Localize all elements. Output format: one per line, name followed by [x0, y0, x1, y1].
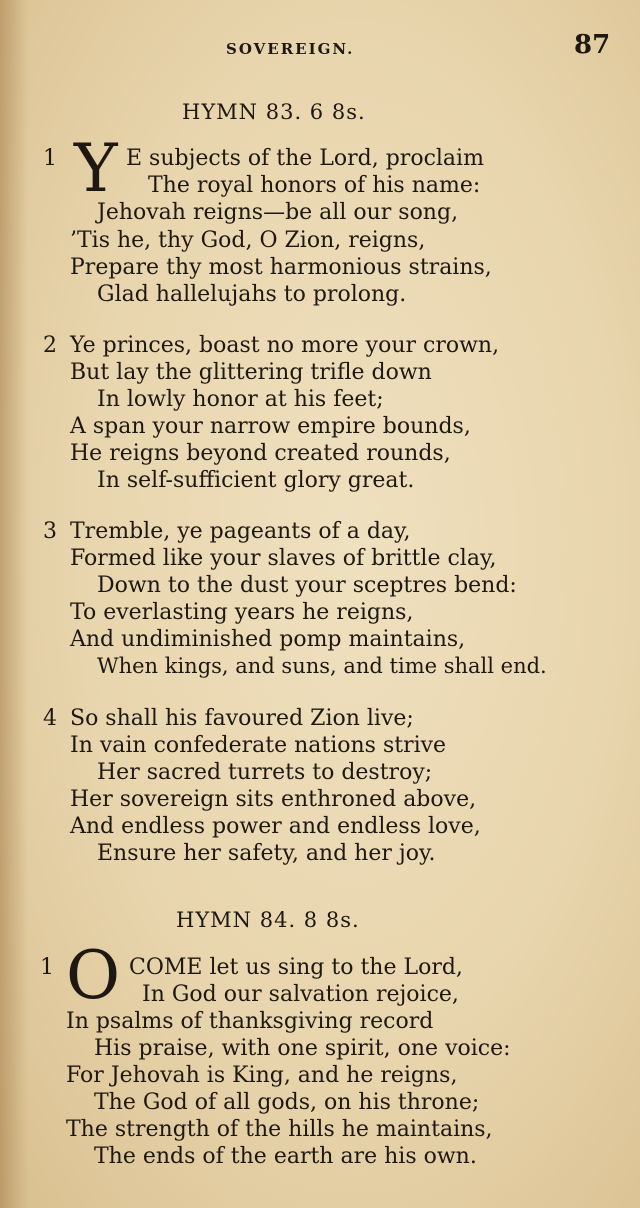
verse-line: Her sovereign sits enthroned above,	[70, 787, 477, 812]
verse-line: Down to the dust your sceptres bend:	[97, 573, 517, 598]
verse-line: So shall his favoured Zion live;	[70, 706, 414, 731]
verse-line: To everlasting years he reigns,	[70, 600, 414, 625]
verse-line: The ends of the earth are his own.	[94, 1144, 477, 1169]
drop-cap: O	[66, 937, 121, 1014]
hymn-83-title: HYMN 83. 6 8s.	[182, 100, 366, 124]
verse-line: The royal honors of his name:	[148, 173, 481, 198]
stanza-number: 1	[43, 146, 57, 171]
verse-line: Ensure her safety, and her joy.	[97, 841, 436, 866]
verse-line: When kings, and suns, and time shall end.	[97, 654, 547, 678]
verse-line: The strength of the hills he maintains,	[66, 1117, 493, 1142]
verse-line: In lowly honor at his feet;	[97, 387, 384, 412]
verse-line: But lay the glittering trifle down	[70, 360, 432, 385]
verse-line: And endless power and endless love,	[70, 814, 481, 839]
page-number: 87	[574, 30, 611, 60]
verse-line: Prepare thy most harmonious strains,	[70, 255, 492, 280]
verse-line: In vain confederate nations strive	[70, 733, 447, 758]
verse-line: In self-sufficient glory great.	[97, 468, 415, 493]
stanza-number: 2	[43, 333, 57, 358]
hymn-84-title: HYMN 84. 8 8s.	[176, 908, 360, 932]
verse-line: ’Tis he, thy God, O Zion, reigns,	[70, 228, 426, 253]
verse-line: A span your narrow empire bounds,	[70, 414, 471, 439]
verse-line: He reigns beyond created rounds,	[70, 441, 451, 466]
verse-line: Formed like your slaves of brittle clay,	[70, 546, 497, 571]
stanza-number: 1	[40, 955, 54, 980]
verse-line: Ye princes, boast no more your crown,	[70, 333, 500, 358]
verse-line: E subjects of the Lord, proclaim	[126, 146, 484, 171]
page-edge-shadow	[0, 0, 28, 1208]
verse-line: In God our salvation rejoice,	[142, 982, 459, 1007]
verse-line: Her sacred turrets to destroy;	[97, 760, 433, 785]
stanza-number: 3	[43, 519, 57, 544]
verse-line: Jehovah reigns—be all our song,	[97, 200, 459, 225]
verse-line: In psalms of thanksgiving record	[66, 1009, 434, 1034]
verse-line: COME let us sing to the Lord,	[129, 955, 463, 980]
verse-line: Glad hallelujahs to prolong.	[97, 282, 407, 307]
verse-line: For Jehovah is King, and he reigns,	[66, 1063, 458, 1088]
verse-line: And undiminished pomp maintains,	[70, 627, 466, 652]
drop-cap: Y	[74, 130, 118, 207]
verse-line: His praise, with one spirit, one voice:	[94, 1036, 511, 1061]
verse-line: Tremble, ye pageants of a day,	[70, 519, 411, 544]
running-head: SOVEREIGN.	[226, 40, 355, 58]
stanza-number: 4	[43, 706, 57, 731]
verse-line: The God of all gods, on his throne;	[94, 1090, 480, 1115]
